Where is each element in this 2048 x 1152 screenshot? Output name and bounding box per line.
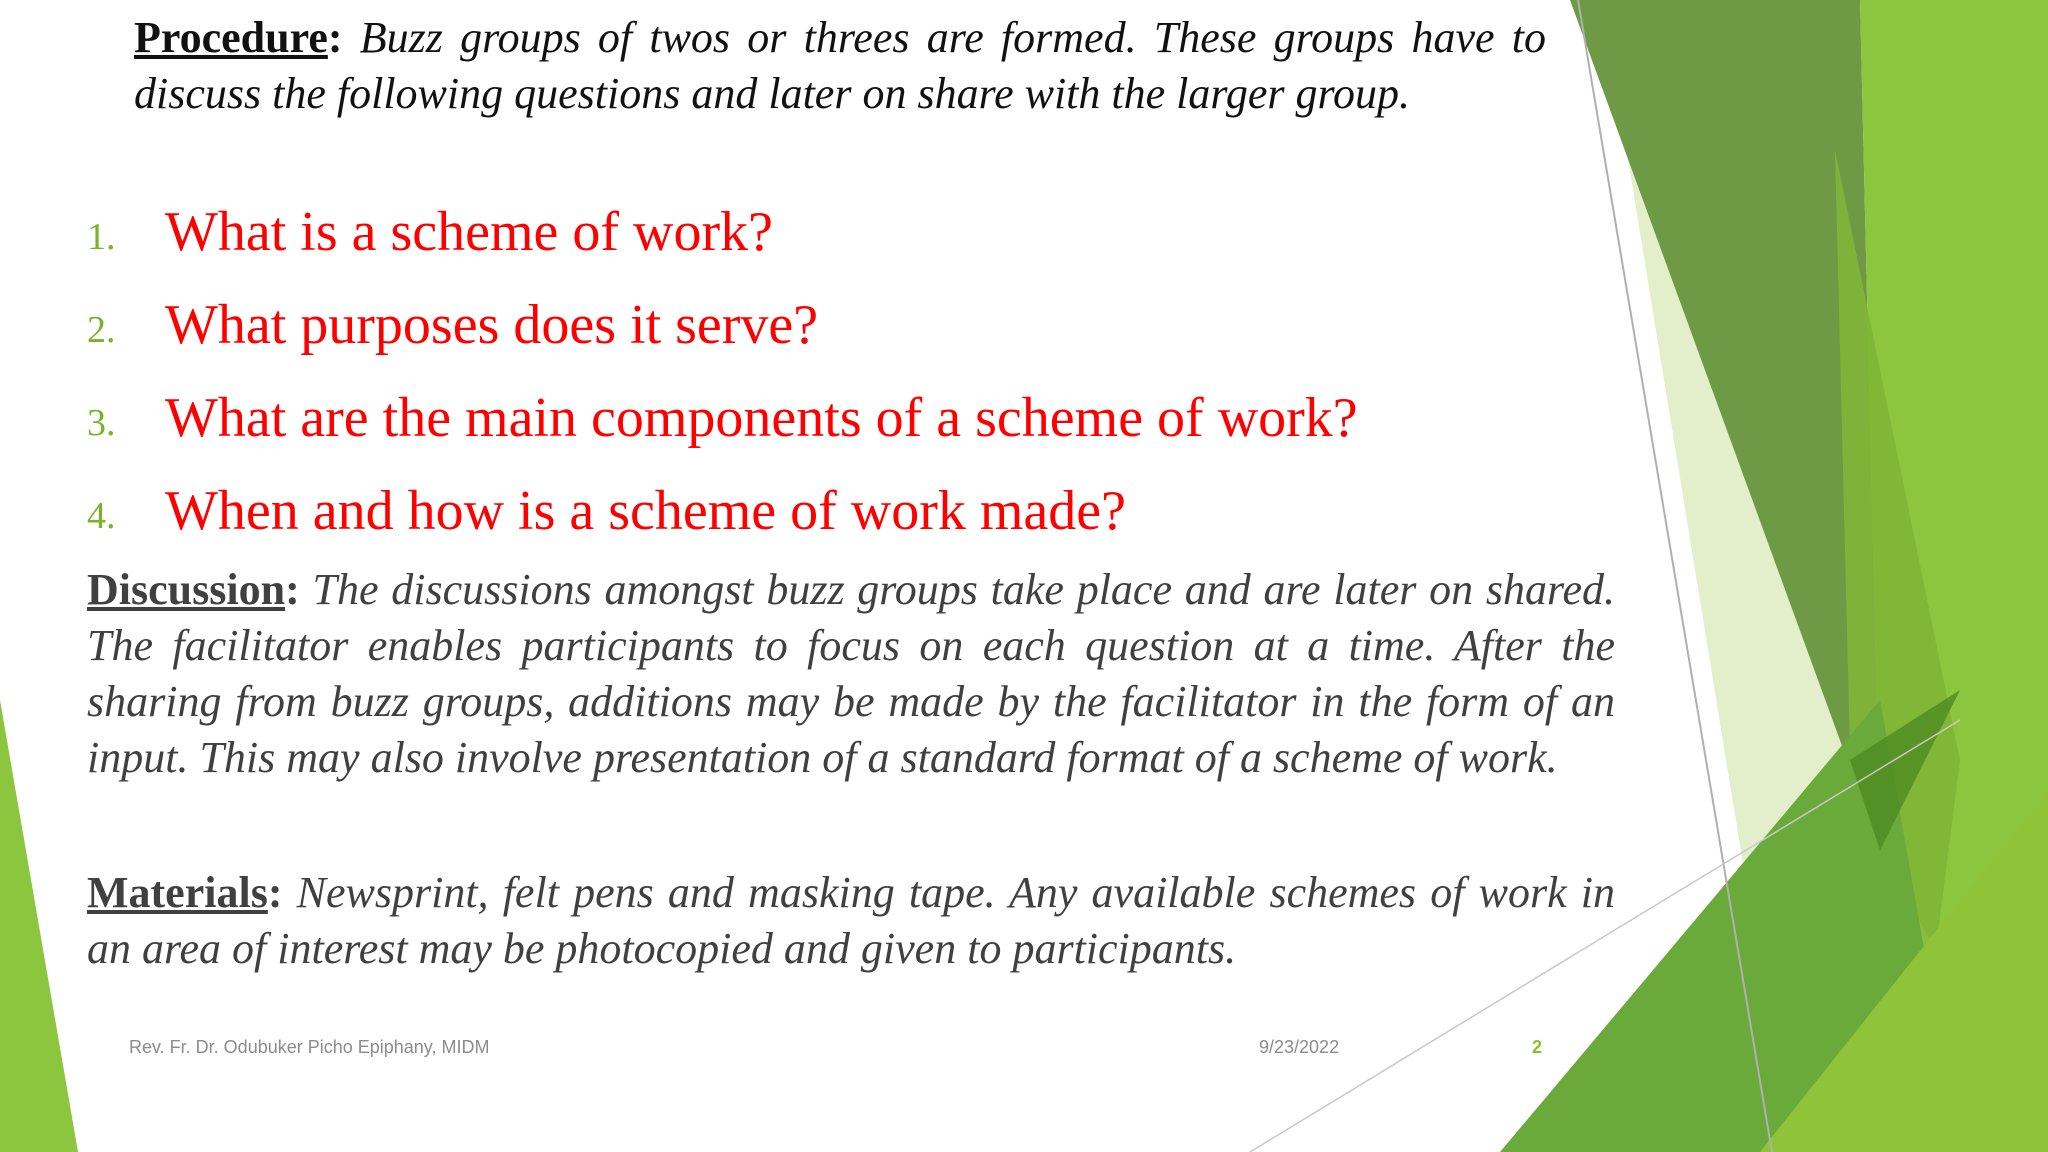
question-text: What purposes does it serve? xyxy=(165,293,819,356)
footer-author: Rev. Fr. Dr. Odubuker Picho Epiphany, MIDM xyxy=(129,1037,490,1057)
question-number: 1. xyxy=(87,215,116,258)
question-number: 2. xyxy=(87,308,116,351)
procedure-paragraph xyxy=(134,10,1546,122)
materials-colon: : xyxy=(267,868,283,917)
discussion-colon: : xyxy=(285,565,300,614)
left-green-wedge xyxy=(0,700,78,1152)
materials-text: Newsprint, felt pens and masking tape. Any available schemes of work in an area of interest may be photocopied and given to participants. xyxy=(87,868,1615,973)
discussion-text: The discussions amongst buzz groups take place and are later on shared. The facilitator enables participants to focus on each question at a time. After the sharing from buzz groups, additions may be made by the facilitator in the form of an input. This may also involve presentation of a standard format of a scheme of work. xyxy=(87,565,1615,782)
question-text: What is a scheme of work? xyxy=(165,200,773,263)
procedure-label: Procedure xyxy=(134,13,328,62)
question-item xyxy=(87,464,1358,557)
question-item xyxy=(87,371,1358,464)
question-item xyxy=(87,185,1358,278)
discussion-label: Discussion xyxy=(87,565,286,614)
materials-paragraph xyxy=(87,865,1615,977)
slide-number: 2 xyxy=(1532,1037,1543,1057)
footer-date: 9/23/2022 xyxy=(1259,1037,1340,1057)
question-text: What are the main components of a scheme of work? xyxy=(165,386,1358,449)
question-number: 3. xyxy=(87,401,116,444)
question-number: 4. xyxy=(87,494,116,537)
discussion-paragraph xyxy=(87,562,1615,786)
materials-label: Materials xyxy=(87,868,268,917)
question-list xyxy=(87,185,1358,557)
procedure-colon: : xyxy=(327,13,343,62)
question-text: When and how is a scheme of work made? xyxy=(165,479,1126,542)
procedure-text: Buzz groups of twos or threes are formed. These groups have to discuss the following questions and later on share with the larger group. xyxy=(134,13,1546,118)
question-item xyxy=(87,278,1358,371)
